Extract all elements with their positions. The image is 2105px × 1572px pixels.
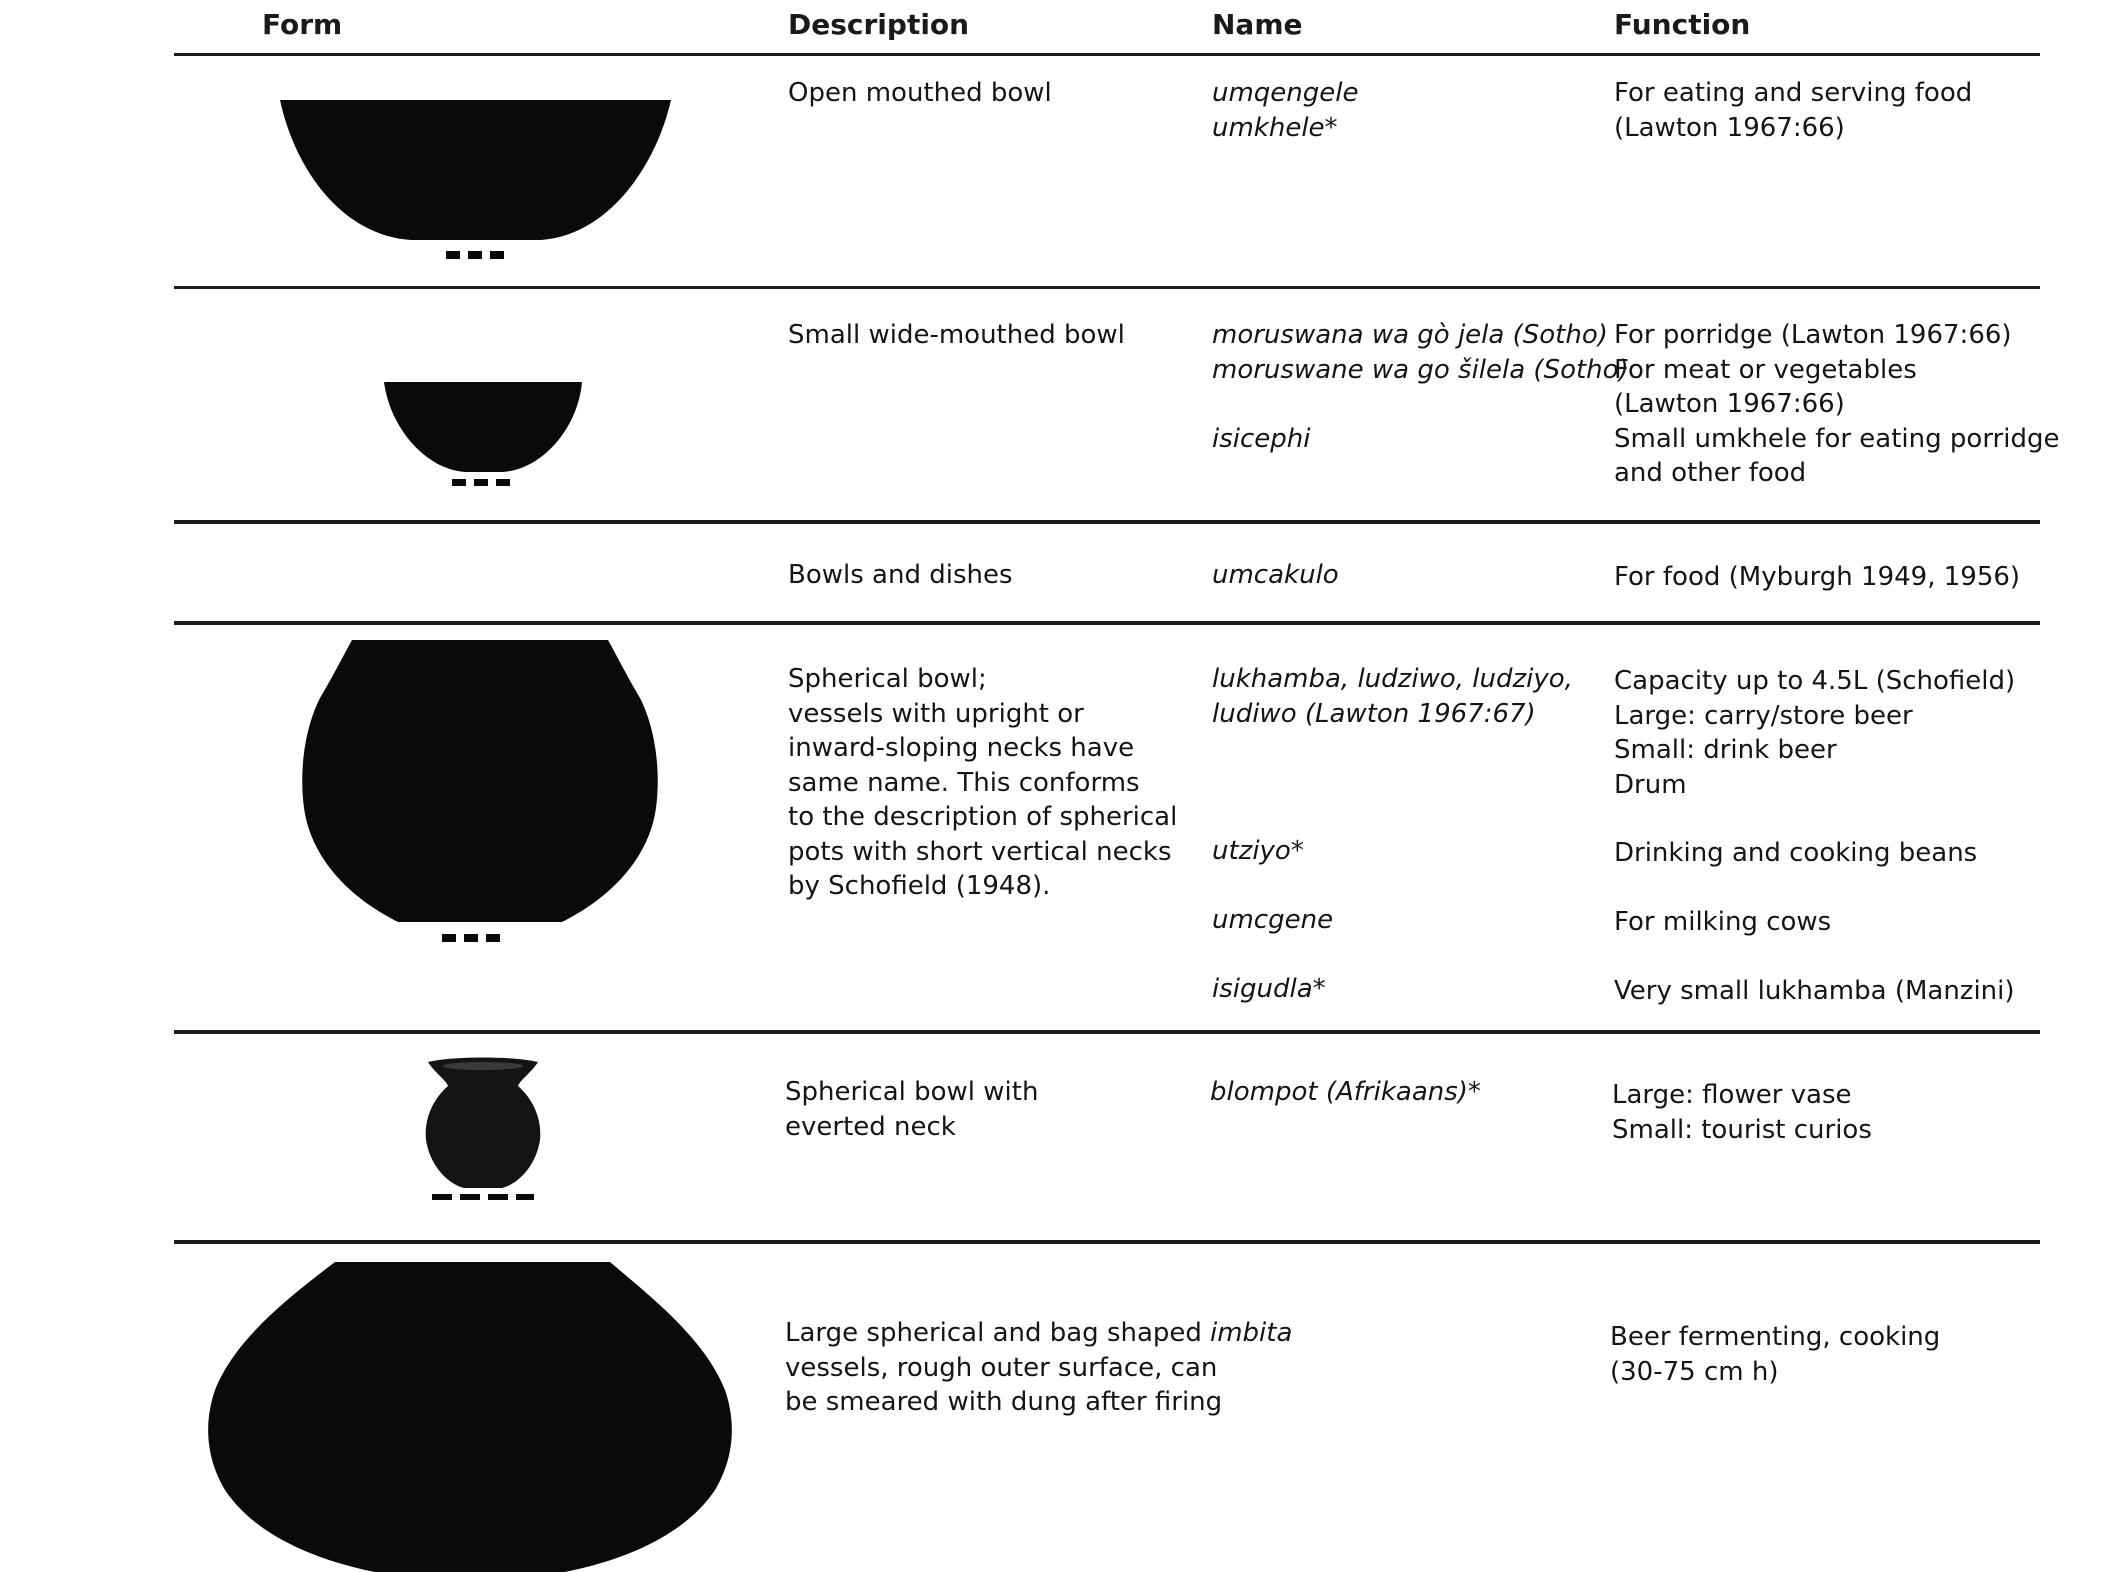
row-divider xyxy=(174,520,2040,524)
row-divider xyxy=(174,621,2040,625)
row-function: For milking cows xyxy=(1614,907,1832,937)
spherical-bowl-icon xyxy=(300,638,660,950)
row-description: Small wide-mouthed bowl xyxy=(788,320,1125,350)
row-divider xyxy=(174,286,2040,289)
everted-neck-bowl-icon xyxy=(422,1058,544,1204)
row-name: lukhamba, ludziwo, ludziyo, ludiwo (Lawton 1967:67) xyxy=(1212,664,1573,729)
row-name: utziyo* xyxy=(1212,836,1304,866)
row-description: Spherical bowl; vessels with upright or inward-sloping necks have same name. This conforms to the description of spherical pots with short vertical necks by Schofield (1948). xyxy=(788,664,1178,901)
row-divider xyxy=(174,1030,2040,1034)
row-function: Beer fermenting, cooking (30-75 cm h) xyxy=(1610,1322,1941,1387)
row-function: For eating and serving food (Lawton 1967:66) xyxy=(1614,78,1973,143)
row-name: moruswana wa gò jela (Sotho) moruswane wa go šilela (Sotho) xyxy=(1212,320,1629,385)
header-name: Name xyxy=(1212,8,1303,41)
row-function: For porridge (Lawton 1967:66) For meat or vegetables (Lawton 1967:66) Small umkhele for eating porridge and other food xyxy=(1614,320,2060,488)
header-description: Description xyxy=(788,8,970,41)
row-name: isigudla* xyxy=(1212,974,1326,1004)
row-name: imbita xyxy=(1210,1318,1293,1348)
row-function: Large: flower vase Small: tourist curios xyxy=(1612,1080,1872,1145)
row-name: umcgene xyxy=(1212,905,1334,935)
row-function: Very small lukhamba (Manzini) xyxy=(1614,976,2015,1006)
row-name: umqengele umkhele* xyxy=(1212,78,1359,143)
header-function: Function xyxy=(1614,8,1751,41)
row-description: Spherical bowl with everted neck xyxy=(785,1077,1039,1142)
large-spherical-vessel-icon xyxy=(205,1260,735,1572)
row-function: For food (Myburgh 1949, 1956) xyxy=(1614,562,2021,592)
row-description: Bowls and dishes xyxy=(788,560,1013,590)
row-function: Drinking and cooking beans xyxy=(1614,838,1978,868)
row-function: Capacity up to 4.5L (Schofield) Large: carry/store beer Small: drink beer Drum xyxy=(1614,666,2016,800)
open-mouthed-bowl-icon xyxy=(278,98,673,263)
row-name: isicephi xyxy=(1212,424,1311,454)
header-form: Form xyxy=(262,8,343,41)
row-divider xyxy=(174,1240,2040,1244)
row-name: blompot (Afrikaans)* xyxy=(1210,1077,1481,1107)
row-name: umcakulo xyxy=(1212,560,1339,590)
row-description: Large spherical and bag shaped vessels, rough outer surface, can be smeared with dung after firing xyxy=(785,1318,1223,1417)
small-wide-mouthed-bowl-icon xyxy=(382,380,584,490)
header-rule xyxy=(174,53,2040,56)
row-description: Open mouthed bowl xyxy=(788,78,1052,108)
